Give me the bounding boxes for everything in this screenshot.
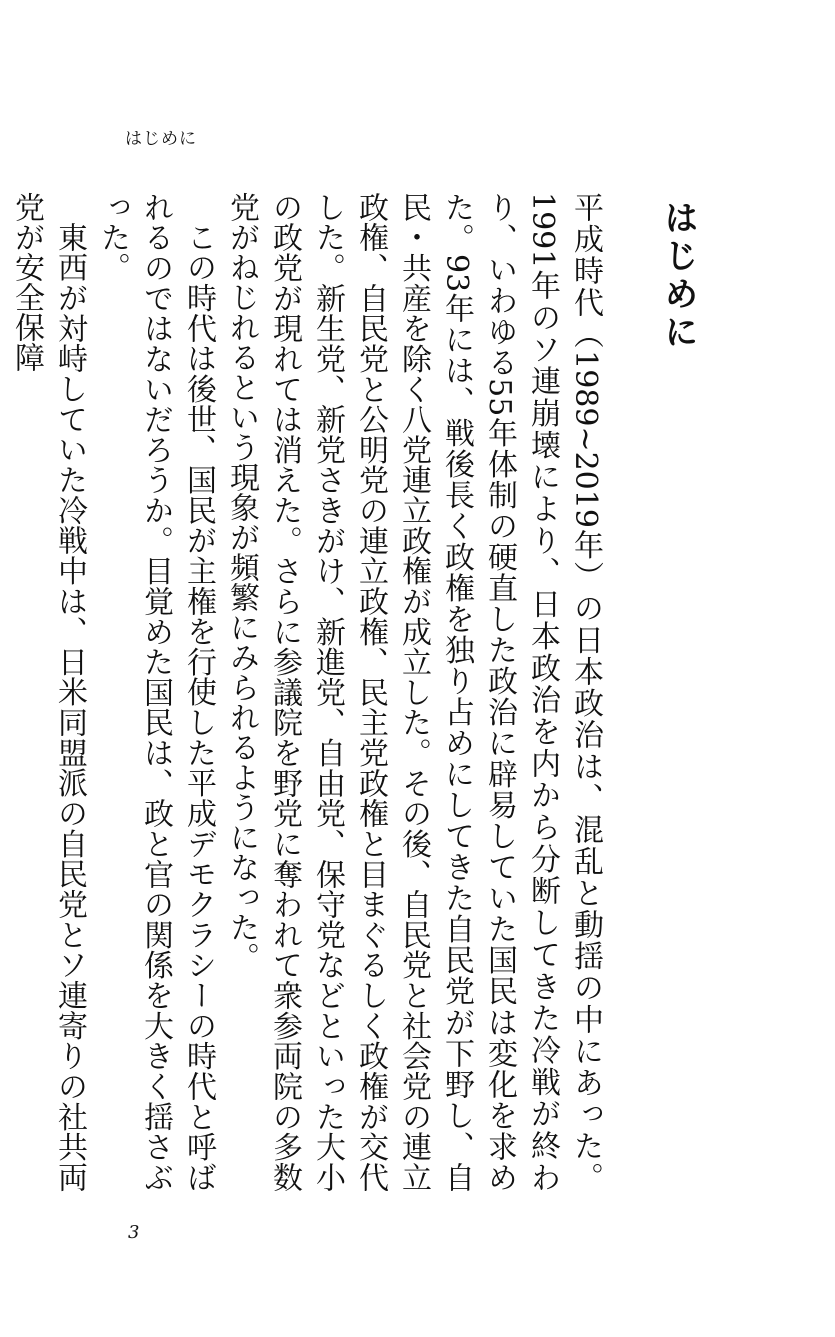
paragraph-2: この時代は後世、国民が主権を行使した平成デモクラシーの時代と呼ばれるのではないだろうか。目覚めた国民は、政と官の関係を大きく揺さぶった。 (95, 192, 216, 1192)
running-header: はじめに (125, 129, 197, 149)
paragraph-1: 平成時代（1989~2019年）の日本政治は、混乱と動揺の中にあった。1991年のソ連崩壊により、日本政治を内から分断してきた冷戦が終わり、いわゆる55年体制の硬直した政治に辟易していた国民は変化を求めた。93年には、戦後長く政権を独り占めにしてきた自民党が下野し、自民・共産を除く八党連立政権が成立した。その後、自民党と社会党の連立政権、自民党と公明党の連立政権、民主党政権と目まぐるしく政権が交代した。新生党、新党さきがけ、新進党、自由党、保守党などといった大小の政党が現れては消えた。さらに参議院を野党に奪われて衆参両院の多数党がねじれるという現象が頻繁にみられるようになった。 (224, 192, 603, 1192)
body-text (5, 192, 607, 1192)
page-number: 3 (128, 1222, 140, 1243)
paragraph-3: 東西が対峙していた冷戦中は、日米同盟派の自民党とソ連寄りの社共両党が安全保障 (9, 192, 87, 1192)
chapter-title: はじめに (658, 200, 698, 352)
